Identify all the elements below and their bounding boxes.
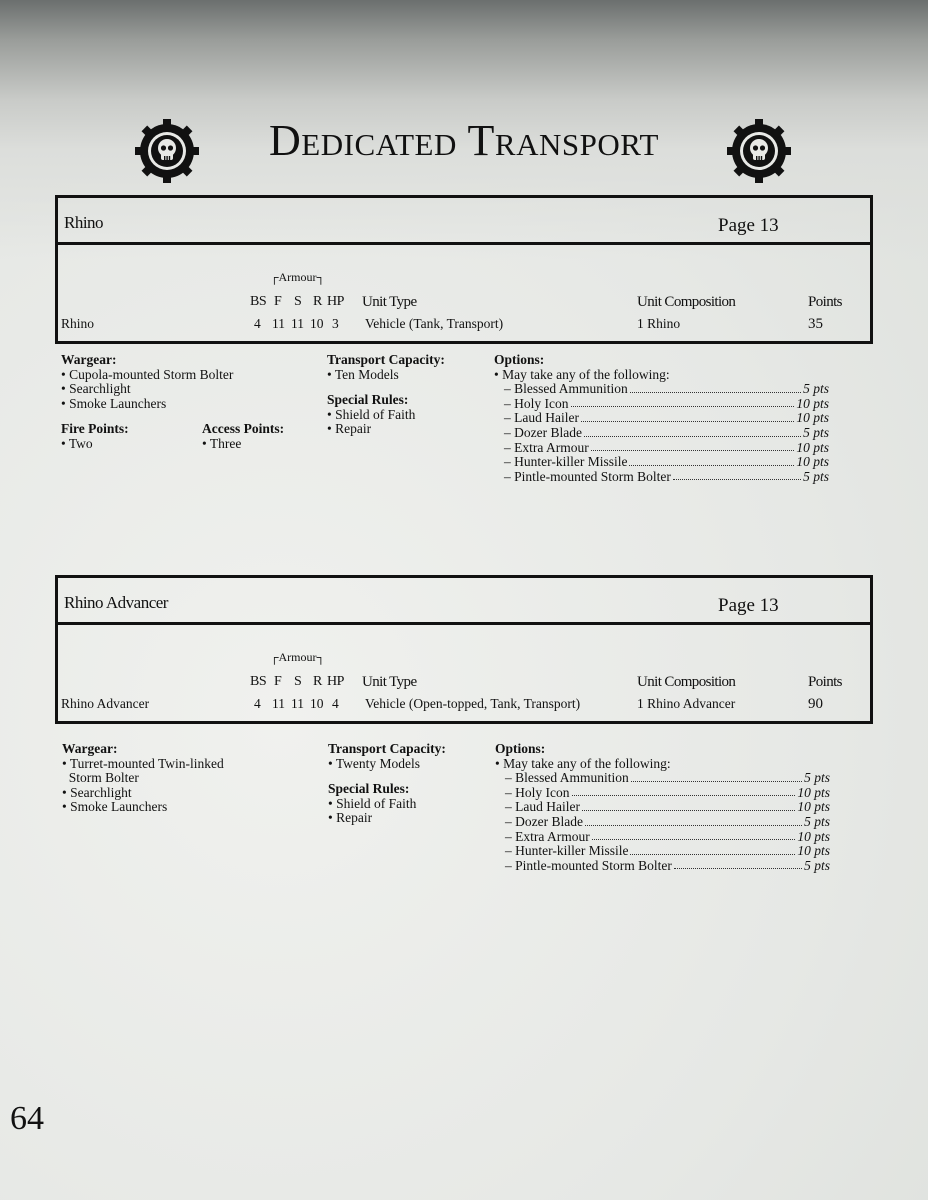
header-side: S (294, 294, 302, 309)
option-row (494, 411, 829, 426)
transport-value: • Twenty Models (328, 755, 421, 771)
option-name: – Extra Armour (505, 828, 590, 844)
header-rear: R (313, 294, 322, 309)
option-cost: 5 pts (804, 857, 830, 873)
option-cost: 5 pts (803, 424, 829, 440)
special-rule: • Shield of Faith (327, 406, 416, 422)
stat-bs: 4 (254, 696, 261, 711)
wargear-item: • Cupola-mounted Storm Bolter (61, 366, 234, 382)
option-row (495, 859, 830, 874)
armour-label: ┌Armour┐ (270, 650, 325, 664)
header-points: Points (808, 294, 842, 310)
option-cost: 10 pts (796, 439, 829, 455)
option-name: – Dozer Blade (504, 424, 582, 440)
stat-unit-composition: 1 Rhino Advancer (637, 696, 736, 711)
option-row (495, 844, 830, 859)
stat-table (58, 245, 870, 341)
option-name: – Holy Icon (504, 395, 569, 411)
special-rules-title: Special Rules: (327, 392, 409, 408)
option-cost: 10 pts (796, 454, 829, 470)
options-section (495, 742, 855, 873)
option-cost: 5 pts (803, 468, 829, 484)
stat-table (58, 625, 870, 721)
stat-side: 11 (291, 696, 304, 711)
header-hp: HP (327, 674, 344, 689)
skull-cog-icon (726, 118, 792, 184)
options-title: Options: (494, 352, 545, 367)
special-rule: • Repair (327, 421, 372, 437)
option-name: – Blessed Ammunition (504, 381, 628, 397)
page-reference: Page 13 (718, 215, 779, 236)
unit-header (58, 198, 870, 245)
unit-profile-box (55, 575, 873, 724)
wargear-item: • Smoke Launchers (62, 799, 168, 815)
transport-value: • Ten Models (327, 366, 399, 382)
option-name: – Extra Armour (504, 439, 589, 455)
stat-hp: 4 (332, 696, 339, 711)
transport-section (328, 742, 488, 826)
stat-side: 11 (291, 316, 304, 331)
stat-bs: 4 (254, 316, 261, 331)
header-unit-composition: Unit Composition (637, 294, 736, 310)
option-name: – Holy Icon (505, 784, 570, 800)
wargear-item: Storm Bolter (62, 770, 139, 786)
option-row (494, 441, 829, 456)
option-cost: 10 pts (796, 410, 829, 426)
stat-unit-type: Vehicle (Open-topped, Tank, Transport) (365, 696, 581, 711)
option-row (494, 382, 829, 397)
option-row (495, 800, 830, 815)
wargear-item: • Turret-mounted Twin-linked (62, 755, 224, 771)
option-name: – Laud Hailer (505, 799, 580, 815)
options-section (494, 353, 854, 484)
access-points-value: • Three (202, 435, 242, 451)
option-row (494, 470, 829, 485)
wargear-title: Wargear: (61, 352, 117, 367)
option-row (495, 771, 830, 786)
option-name: – Laud Hailer (504, 410, 579, 426)
wargear-section (61, 353, 321, 452)
skull-cog-icon (134, 118, 200, 184)
option-name: – Blessed Ammunition (505, 770, 629, 786)
stat-points: 90 (808, 696, 823, 712)
special-rule: • Repair (328, 810, 373, 826)
stat-name: Rhino Advancer (61, 696, 150, 711)
wargear-item: • Smoke Launchers (61, 395, 167, 411)
header-rear: R (313, 674, 322, 689)
option-cost: 10 pts (797, 784, 830, 800)
option-name: – Hunter-killer Missile (505, 843, 629, 859)
transport-title: Transport Capacity: (328, 741, 446, 756)
header-front: F (274, 294, 282, 309)
option-name: – Hunter-killer Missile (504, 454, 628, 470)
access-points-section (202, 422, 284, 451)
stat-name: Rhino (61, 316, 95, 331)
stat-unit-type: Vehicle (Tank, Transport) (365, 316, 504, 331)
option-cost: 5 pts (803, 381, 829, 397)
header-unit-type: Unit Type (362, 674, 417, 690)
unit-header (58, 578, 870, 625)
option-name: – Pintle-mounted Storm Bolter (505, 857, 672, 873)
option-cost: 5 pts (804, 813, 830, 829)
header-front: F (274, 674, 282, 689)
stat-rear: 10 (310, 316, 324, 331)
stat-front: 11 (272, 696, 285, 711)
option-row (494, 455, 829, 470)
header-side: S (294, 674, 302, 689)
unit-profile-box (55, 195, 873, 344)
stat-unit-composition: 1 Rhino (637, 316, 681, 331)
option-name: – Dozer Blade (505, 813, 583, 829)
access-points-title: Access Points: (202, 421, 285, 437)
armour-label: ┌Armour┐ (270, 270, 325, 284)
stat-points: 35 (808, 316, 823, 332)
option-cost: 10 pts (797, 828, 830, 844)
option-row (495, 815, 830, 830)
option-cost: 10 pts (797, 843, 830, 859)
option-row (494, 397, 829, 412)
header-bs: BS (250, 294, 267, 309)
option-cost: 10 pts (796, 395, 829, 411)
option-row (494, 426, 829, 441)
page-number: 64 (10, 1100, 44, 1137)
header-hp: HP (327, 294, 344, 309)
stat-front: 11 (272, 316, 285, 331)
transport-section (327, 353, 487, 437)
options-title: Options: (495, 741, 546, 756)
stat-hp: 3 (332, 316, 339, 331)
page-title: Dedicated Transport (269, 116, 659, 165)
page-reference: Page 13 (718, 595, 779, 616)
option-row (495, 830, 830, 845)
options-intro: • May take any of the following: (494, 366, 670, 382)
header-unit-composition: Unit Composition (637, 674, 736, 690)
transport-title: Transport Capacity: (327, 352, 445, 367)
option-name: – Pintle-mounted Storm Bolter (504, 468, 671, 484)
unit-name: Rhino (64, 213, 104, 232)
stat-rear: 10 (310, 696, 324, 711)
option-cost: 5 pts (804, 770, 830, 786)
header-unit-type: Unit Type (362, 294, 417, 310)
option-cost: 10 pts (797, 799, 830, 815)
wargear-item: • Searchlight (61, 381, 131, 397)
special-rules-title: Special Rules: (328, 781, 410, 797)
fire-points-section (61, 422, 202, 451)
unit-name: Rhino Advancer (64, 593, 168, 612)
wargear-section (62, 742, 322, 815)
fire-points-value: • Two (61, 435, 93, 451)
header-bs: BS (250, 674, 267, 689)
options-intro: • May take any of the following: (495, 755, 671, 771)
fire-points-title: Fire Points: (61, 421, 129, 437)
header-points: Points (808, 674, 842, 690)
special-rule: • Shield of Faith (328, 795, 417, 811)
wargear-title: Wargear: (62, 741, 118, 756)
wargear-item: • Searchlight (62, 784, 132, 800)
option-row (495, 786, 830, 801)
